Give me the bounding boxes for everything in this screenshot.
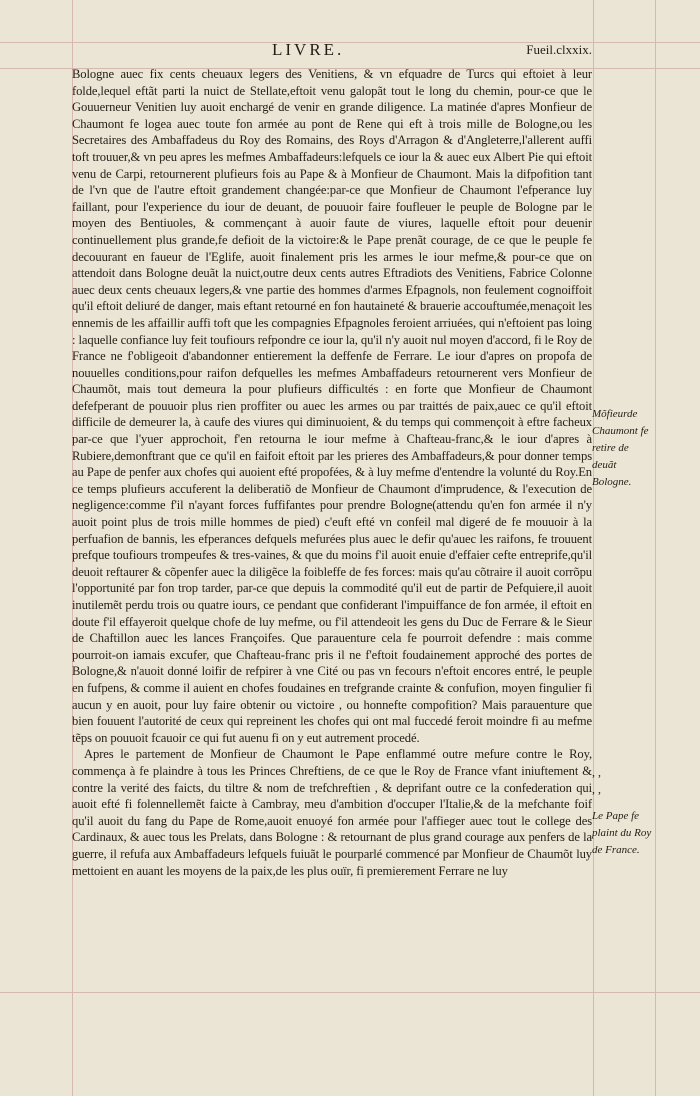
quotation-marks: , , , , — [592, 765, 601, 796]
page-header — [72, 40, 592, 64]
running-title: LIVRE. — [272, 40, 345, 59]
paragraph: Apres le partement de Monfieur de Chaumont le Pape enflammé outre mefure contre le Roy, commença à fe plaindre à tous les Princes Chreftiens, de ce que le Roy de France vfant iniuftement & contre la verité des faicts, du tiltre & nom de trefchreftien , & deprifant outre ce la confederation qui auoit efté fi folennellemẽt faicte à Cambray, meu d'ambition d'occuper l'Italie,& de la mefchante foif qu'il auoit du fang du Pape de Rome,auoit enuoyé fon armée pour l'affieger auec tout le college des Cardinaux, & auec tous les Prelats, dans Bologne : & retournant de plus grand courage aux penfers de la guerre, il refufa aux Ambaffadeurs lefquels fuiuãt le pourparlé commencé par Monfieur de Chaumõt luy mettoient en auant les moyens de la paix,de les plus ouïr, fi premierement Ferrare ne luy — [72, 747, 592, 878]
main-text — [72, 66, 592, 879]
margin-note-chaumont: Mõfieurde Chaumont fe retire de deuãt Bologne. — [592, 408, 649, 488]
paragraph: Bologne auec fix cents cheuaux legers des Venitiens, & vn efquadre de Turcs qui eftoiet à leur folde,lequel eftãt parti la nuict de Stellate,eftoit venu galopãt tout le long du chemin, pour-ce que le Gouuerneur Venitien luy auoit enchargé de venir en grande diligence. La matinée d'apres Monfieur de Chaumont fe logea auec toute fon armée au pont de Rene qui eft à trois mille de Bologne,ou les Secretaires des Ambaffadeus du Roy des Romains, des Roys d'Arragon & d'Angleterre,l'allerent auffi toft trouuer,& vn peu apres les mefmes Ambaffadeurs:lefquels ce iour la & auec eux Albert Pie qui eftoit venu de Carpi, retournerent plufieurs fois au Pape & à Monfieur de Chaumont. Mais la difpofition tant de l'vn que de l'autre eftoit grandement changée:par-ce que Monfieur de Chaumont l'efperance luy faillant, pour l'experience du iour de deuant, de pouuoir faire foufleuer le peuple de Bologne par le moyen des Bentiuoles, & commençant à auoir faute de viures, laquelle eftoit pour deuenir continuellement plus grande,fe defioit de la victoire:& le Pape prenãt courage, de ce que le peuple fe decouurant en faueur de l'Eglife, auoit finalement pris les armes le iour mefme,& pour-ce que on attendoit dans Bologne deuãt la nuict,outre deux cents autres Eftradiots des Venitiens, Fabrice Colonne auec deux cents cheuaux legers,& vne partie des hommes d'armes Efpagnols, non feulement cognoiffoit qu'il eftoit deliuré de danger, mais eftant retourné en fon hautaineté & brauerie accouftumée,menaçoit les ennemis de les affaillir auffi toft que les compagnies Efpagnoles feroient arriuées, qui n'eftoient pas loing : laquelle confiance luy feit toufiours refpondre ce iour la, qu'il n'y auoit nul moyen d'accord, fi le Roy de France ne f'obligeoit d'abandonner entierement la deffenfe de Ferrare. Le iour d'apres on propofa de nouuelles conditions,pour raifon defquelles les mefmes Ambaffadeurs retournerent vers Monfieur de Chaumõt, mais tout demeura la pour plufieurs difficultés : en forte que Monfieur de Chaumont defefperant de pouuoir plus rien proffiter ou auec les armes ou par traittés de paix,auec ce qu'il eftoit difficile de demeurer la, à caufe des viures qui diminuoient, & du temps qui commençoit à eftre facheux par-ce que l'yuer approchoit, f'en retourna le iour mefme à Chafteau-franc,& le iour d'apres à Rubiere,demonftrant que ce qu'il en faifoit eftoit par les prieres des Ambaffadeurs,& pour donner temps au Pape de penfer aux chofes qui auoient efté propofées, & à luy mefme d'entendre la volunté du Roy.En ce temps plufieurs accuferent la deliberatiõ de Monfieur de Chaumont d'imprudence, & l'execution de negligence:comme f'il n'ayant forces fuffifantes pour prendre Bologne(attendu qu'en fon armée il n'y auoit point plus de trois mille hommes de pied) c'euft efté vn confeil mal digeré de fe mouuoir à la perfuafion de bannis, les efperances defquels mefurées plus auec le defir qu'auec les raifons, fe trouuent prefque toufiours trompeufes & tres-vaines, & que du moins f'il auoit enuie d'effaier cefte entreprife,qu'il deuoit reftaurer & cõpenfer auec la diligẽce la foibleffe de fes forces: mais qu'au cõtraire il auoit corrõpu l'opportunité par fon trop tarder, par-ce que depuis la commodité qu'il eut de partir de Pefquiere,il auoit inutilemẽt perdu trois ou quatre iours, ce pendant que confiderant l'impuiffance de fon armée, il eftoit en doute f'il effayeroit quelque chofe de luy mefme, ou f'il attendeoit les gens du Duc de Ferrare & le Sieur de Chaftillon auec les lances Françoifes. Que parauenture cela fe pourroit defendre : mais comme pourroit-on iamais excufer, que Chafteau-franc pris il ne f'eftoit foudainement approché des portes de Bologne,& n'auoit donné loifir de refpirer à vne Cité ou pas vn fecours n'eftoit encores entré, le peuple en fufpens, & comme il auient en chofes foudaines en trefgrande crainte & confufion, moyen fingulier fi aucun y en auoit, pour luy faire obtenir ou victoire , ou honnefte compofition? Mais parauenture que bien fouuent l'autorité de ceux qui repreinent les chofes qui ont mal fuccedé feroit moindre fi au mefme tẽps on pouuoit fcauoir ce qui fut auenu fi on y eut autrement procedé. — [72, 67, 592, 745]
page-rule — [655, 0, 656, 1096]
margin-note-pape: Le Pape fe plaint du Roy de France. — [592, 810, 652, 856]
folio-number: Fueil.clxxix. — [526, 42, 592, 57]
page-rule — [0, 992, 700, 993]
page-rule — [593, 0, 594, 1096]
